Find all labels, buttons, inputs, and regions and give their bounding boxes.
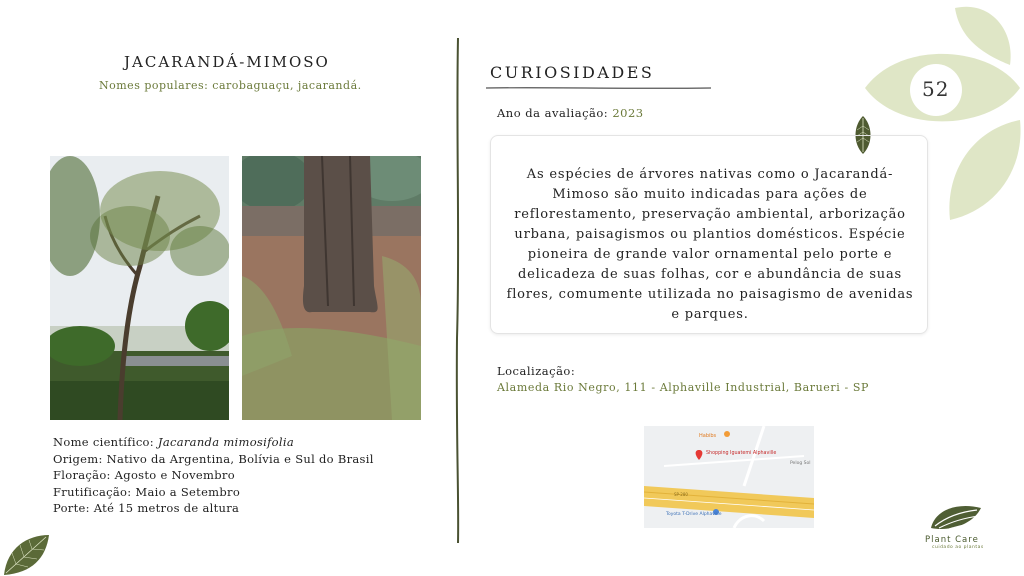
location-address: Alameda Rio Negro, 111 - Alphaville Industrial, Barueri - SP [497, 381, 870, 394]
map-label-pelog: Pelog Sol [790, 461, 811, 466]
species-title: JACARANDÁ-MIMOSO [124, 53, 330, 71]
trunk-photo [242, 156, 421, 420]
curiosities-title: CURIOSIDADES [490, 63, 655, 82]
origin: Origem: Nativo da Argentina, Bolívia e Sul do Brasil [53, 451, 374, 466]
curiosities-text: As espécies de árvores nativas como o Jacarandá-Mimoso são muito indicadas para ações de reflorestamento, preservação ambiental, arborização urbana, paisagismos ou plantios domésticos. Espécie pioneira de grande valor ornamental pelo porte e delicadeza de suas folhas, cor e abundância de suas flores, comumente utilizada no paisagismo de avenidas e parques. [506, 167, 914, 322]
logo-name: Plant Care [925, 535, 979, 545]
size: Porte: Até 15 metros de altura [53, 501, 240, 515]
location-map[interactable] [644, 426, 814, 528]
map-label-shopping: Shopping Iguatemi Alphaville [706, 451, 777, 456]
tree-photo [50, 156, 229, 420]
title-underline [486, 85, 711, 91]
evaluation-year: Ano da avaliação: 2023 [497, 106, 644, 120]
vertical-divider [455, 38, 461, 543]
fruiting: Frutificação: Maio a Setembro [53, 484, 241, 499]
page-number: 52 [922, 77, 950, 101]
restaurant-pin-icon [724, 431, 730, 437]
map-label-habibs: Habibs [699, 433, 717, 439]
bottom-leaf-icon [2, 533, 50, 576]
logo-tagline: cuidado ao plantas [932, 545, 984, 550]
species-info [53, 434, 413, 517]
map-label-toyota: Toyota T-Drive Alphaville [666, 512, 722, 517]
popular-names: Nomes populares: carobaguaçu, jacarandá. [99, 79, 362, 92]
plant-care-logo-icon [929, 502, 983, 532]
flowering: Floração: Agosto e Novembro [53, 468, 235, 482]
location-label: Localização: [497, 364, 576, 378]
map-road-label: SP-280 [674, 492, 688, 497]
scientific-name: Nome científico: Jacaranda mimosifolia [53, 435, 295, 449]
